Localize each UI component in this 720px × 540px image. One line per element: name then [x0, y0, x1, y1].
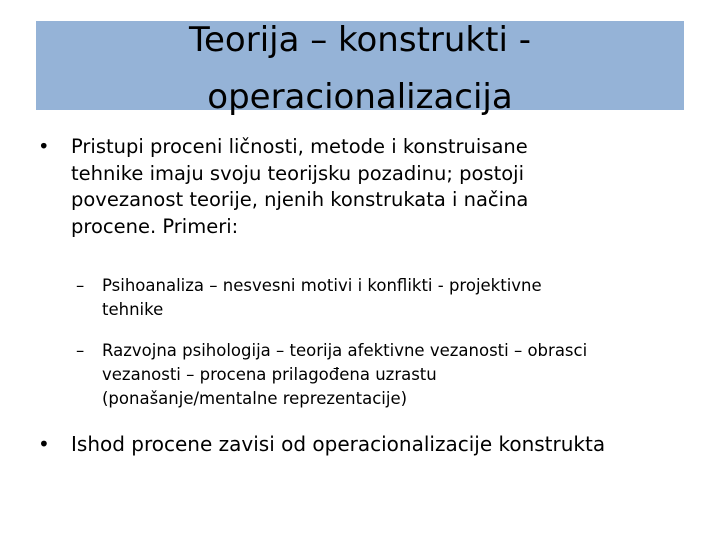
bullet-item — [38, 430, 698, 458]
sub-bullet-text: Psihoanaliza – nesvesni motivi i konflikti - projektivne tehnike — [102, 276, 542, 319]
bullet-marker: • — [38, 432, 50, 456]
sub-bullet-text: Razvojna psihologija – teorija afektivne vezanosti – obrasci vezanosti – procena prilagođena uzrastu (ponašanje/mentalne reprezentacije) — [102, 341, 588, 408]
bullet-text: Pristupi proceni ličnosti, metode i konstruisane tehnike imaju svoju teorijsku pozadinu; postoji povezanost teorije, njenih konstrukata i načina procene. Primeri: — [71, 135, 529, 238]
bullet-text: Ishod procene zavisi od operacionalizacije konstrukta — [71, 432, 606, 456]
bullet-marker: • — [38, 135, 50, 158]
slide-title-line-1: Teorija – konstrukti - — [189, 20, 531, 60]
sub-bullet-marker: – — [76, 341, 85, 360]
slide-title-line-2: operacionalizacija — [207, 77, 513, 117]
sub-bullet-item — [76, 339, 686, 411]
bullet-item — [38, 134, 658, 240]
sub-bullet-marker: – — [76, 276, 85, 295]
sub-bullet-item — [76, 274, 676, 322]
